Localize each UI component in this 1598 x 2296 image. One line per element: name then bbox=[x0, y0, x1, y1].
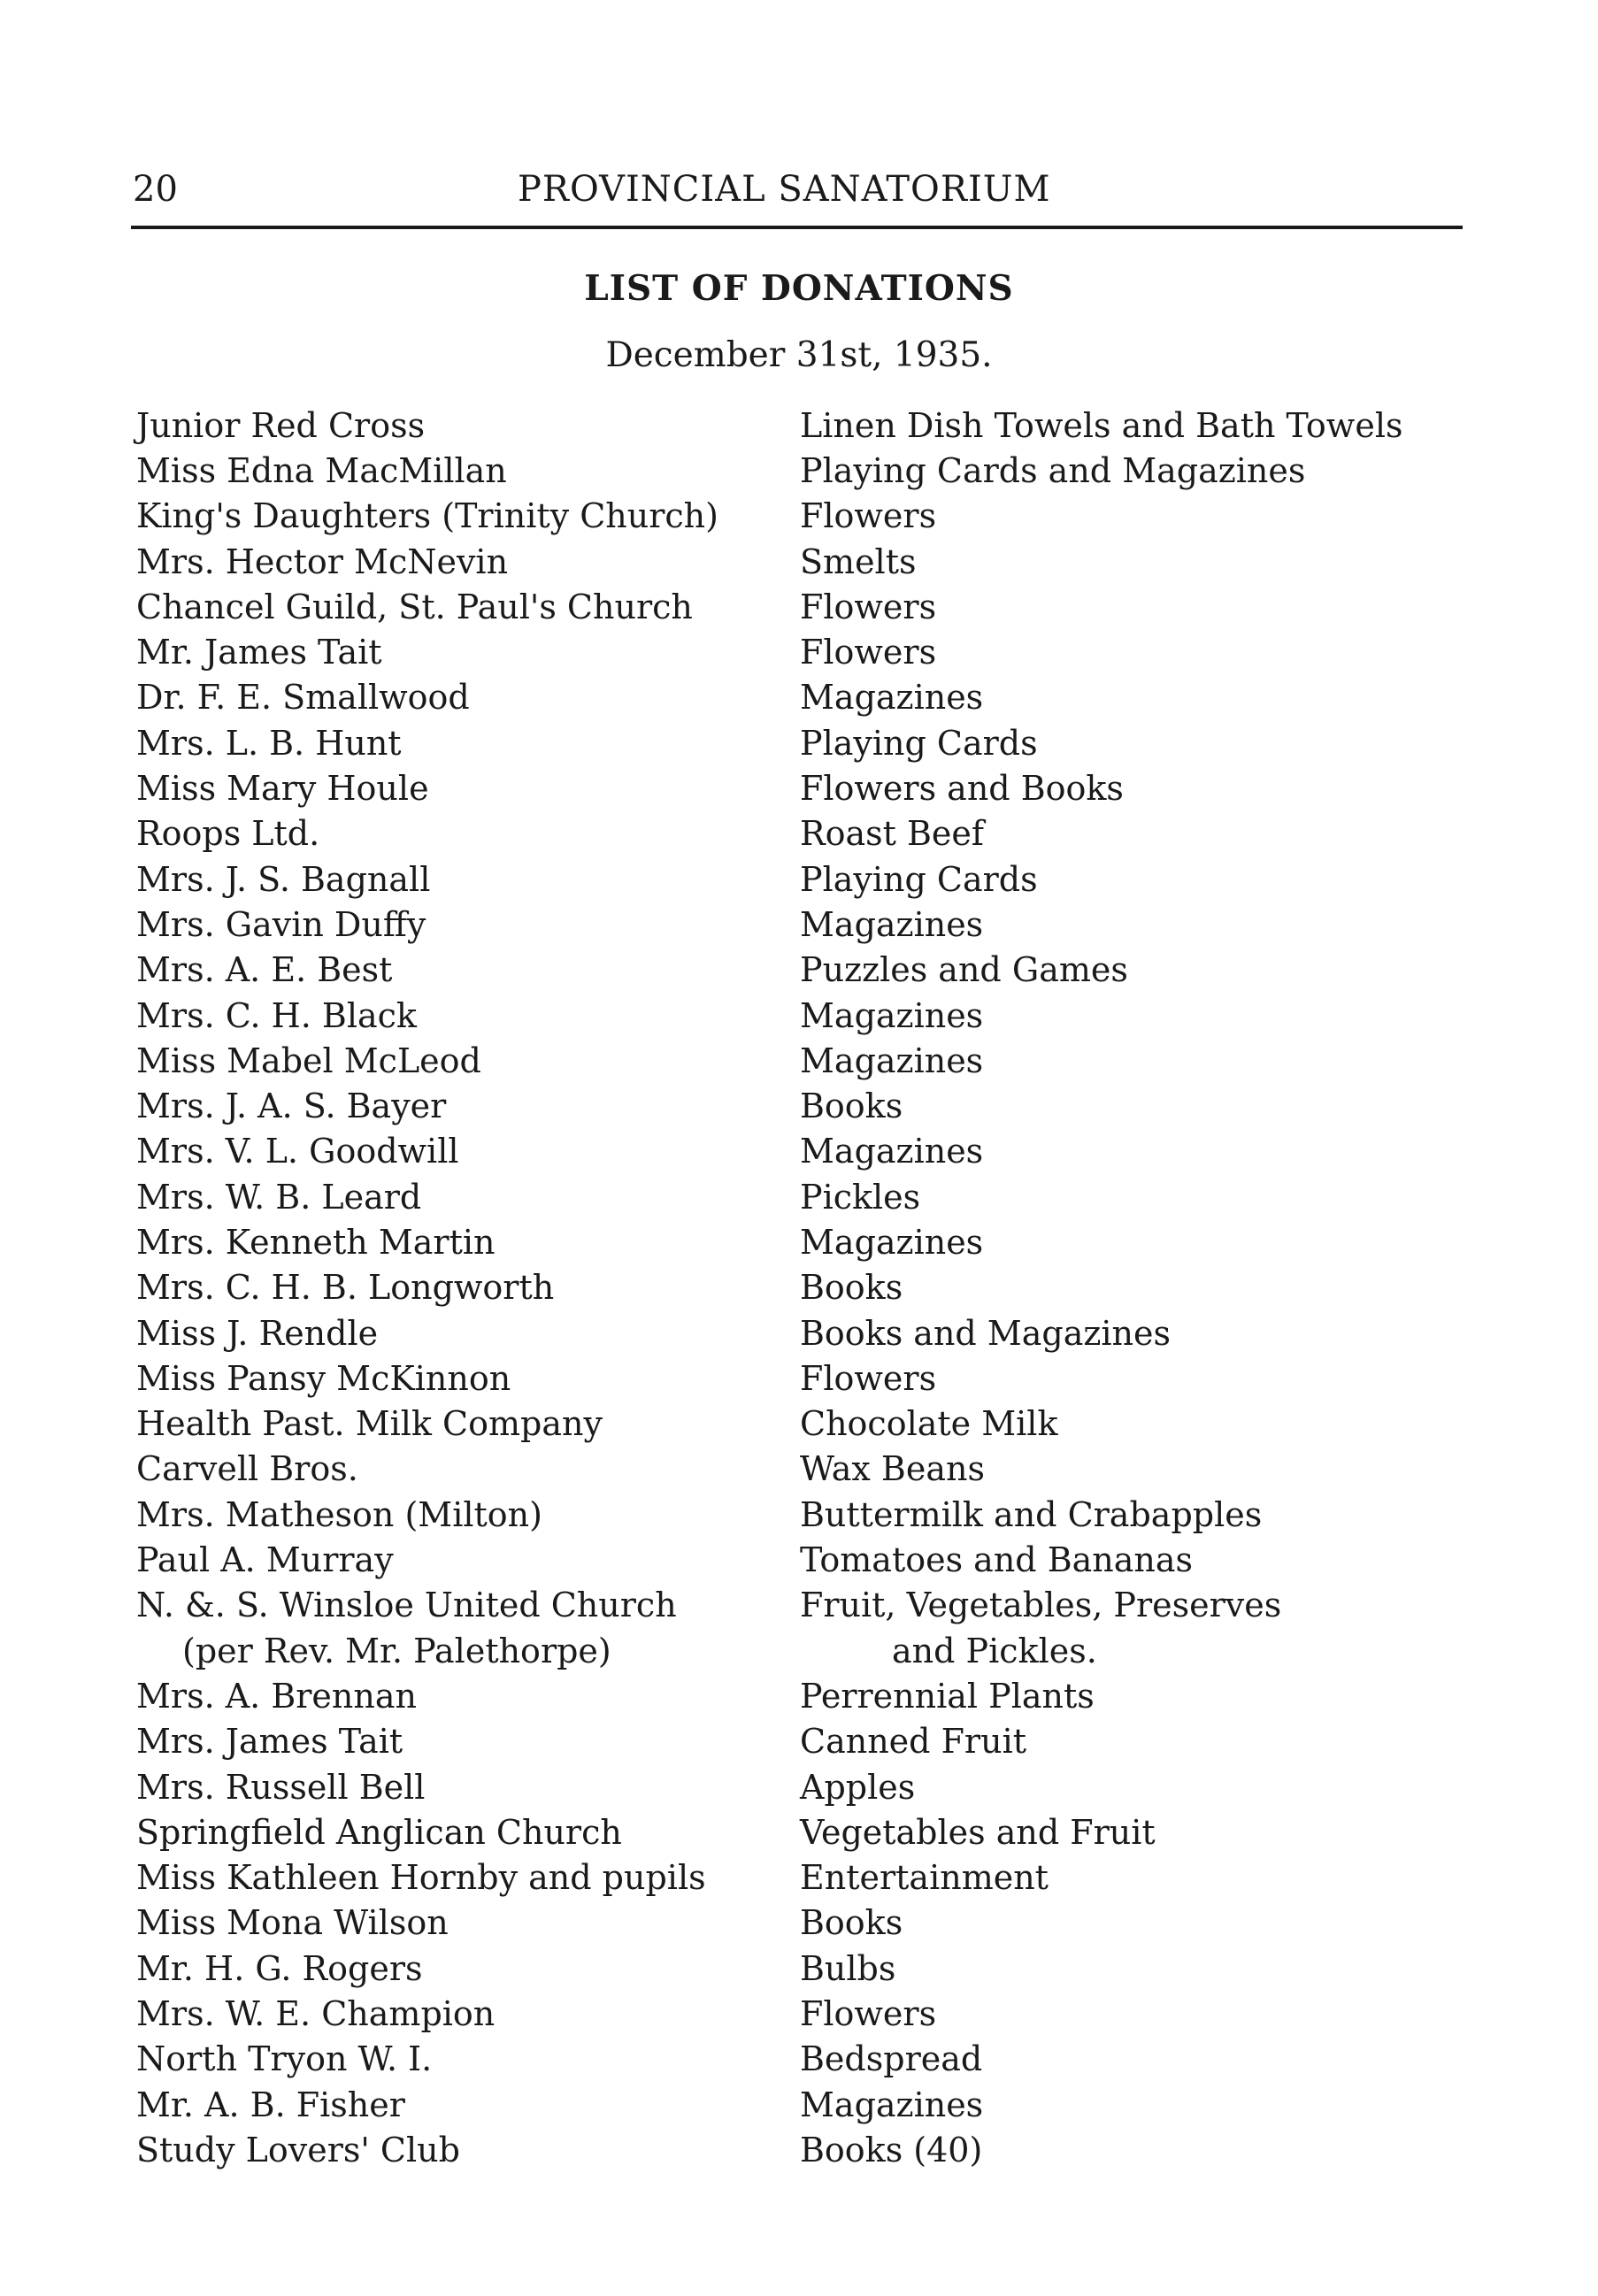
donor-name: Mrs. J. A. S. Bayer bbox=[136, 1087, 447, 1126]
donation-item: Bedspread bbox=[800, 2039, 983, 2079]
donation-row bbox=[136, 948, 1464, 993]
donor-name: Miss Pansy McKinnon bbox=[136, 1358, 511, 1398]
donation-row bbox=[136, 1219, 1464, 1264]
donation-row bbox=[136, 765, 1464, 810]
donor-name: Mr. H. G. Rogers bbox=[136, 1948, 423, 1988]
donation-item: Buttermilk and Crabapples bbox=[800, 1494, 1263, 1534]
donation-item: Playing Cards bbox=[800, 723, 1038, 763]
donation-row bbox=[136, 1537, 1464, 1582]
donation-item: Flowers bbox=[800, 496, 937, 536]
donor-name: Mrs. V. L. Goodwill bbox=[136, 1132, 459, 1171]
donation-item: Entertainment bbox=[800, 1858, 1049, 1898]
donation-row bbox=[136, 1401, 1464, 1447]
donation-row bbox=[136, 1673, 1464, 1718]
donation-row bbox=[136, 1355, 1464, 1401]
donation-item: and Pickles. bbox=[892, 1631, 1097, 1670]
donation-item: Flowers and Books bbox=[800, 769, 1124, 809]
donor-name: Miss Mona Wilson bbox=[136, 1903, 449, 1943]
donation-row bbox=[136, 720, 1464, 765]
donation-row bbox=[136, 993, 1464, 1038]
donation-item: Canned Fruit bbox=[800, 1722, 1026, 1762]
donation-item: Pickles bbox=[800, 1177, 921, 1217]
donation-item: Smelts bbox=[800, 541, 917, 581]
donation-row bbox=[136, 1447, 1464, 1492]
donation-item: Books bbox=[800, 1087, 903, 1126]
donation-row bbox=[136, 1764, 1464, 1809]
donation-item: Bulbs bbox=[800, 1948, 896, 1988]
donation-item: Flowers bbox=[800, 1358, 937, 1398]
donor-name: Paul A. Murray bbox=[136, 1540, 394, 1580]
donation-row bbox=[136, 902, 1464, 947]
donor-name: Mrs. James Tait bbox=[136, 1722, 403, 1762]
donation-item: Flowers bbox=[800, 1994, 937, 2034]
donation-row bbox=[136, 539, 1464, 584]
donation-item: Books bbox=[800, 1268, 903, 1308]
donation-row bbox=[136, 1946, 1464, 1991]
donation-item: Chocolate Milk bbox=[800, 1404, 1058, 1444]
donor-name: Miss Edna MacMillan bbox=[136, 450, 507, 490]
donor-name: Mr. A. B. Fisher bbox=[136, 2085, 405, 2124]
donation-row bbox=[136, 448, 1464, 493]
donation-row bbox=[136, 1083, 1464, 1128]
donor-name: Chancel Guild, St. Paul's Church bbox=[136, 587, 693, 626]
donor-name: Mrs. Russell Bell bbox=[136, 1767, 426, 1807]
donation-item: Tomatoes and Bananas bbox=[800, 1540, 1194, 1580]
donor-name: Mrs. Gavin Duffy bbox=[136, 904, 426, 944]
donation-row bbox=[136, 1310, 1464, 1355]
donation-item: Flowers bbox=[800, 587, 937, 626]
donation-row bbox=[136, 1719, 1464, 1764]
donor-name: Study Lovers' Club bbox=[136, 2130, 460, 2169]
donation-item: Playing Cards and Magazines bbox=[800, 450, 1306, 490]
donor-name: Mrs. Kenneth Martin bbox=[136, 1222, 496, 1262]
donor-name: King's Daughters (Trinity Church) bbox=[136, 496, 718, 536]
donor-name: Mrs. W. E. Champion bbox=[136, 1994, 496, 2034]
donation-row bbox=[136, 494, 1464, 539]
donation-row bbox=[136, 1991, 1464, 2036]
donation-row bbox=[136, 1855, 1464, 1901]
donation-item: Books bbox=[800, 1903, 903, 1943]
donation-item: Wax Beans bbox=[800, 1449, 985, 1489]
donation-row bbox=[136, 856, 1464, 902]
donor-name: Mrs. A. E. Best bbox=[136, 950, 393, 990]
donation-row bbox=[136, 1628, 1464, 1673]
donation-item: Magazines bbox=[800, 1222, 984, 1262]
donation-item: Playing Cards bbox=[800, 859, 1038, 899]
donor-name: Mrs. Matheson (Milton) bbox=[136, 1494, 542, 1534]
donation-item: Linen Dish Towels and Bath Towels bbox=[800, 405, 1403, 445]
donor-name: Mrs. C. H. B. Longworth bbox=[136, 1268, 555, 1308]
donation-row bbox=[136, 2082, 1464, 2127]
donation-item: Books and Magazines bbox=[800, 1313, 1172, 1353]
donor-name: (per Rev. Mr. Palethorpe) bbox=[182, 1631, 611, 1670]
donation-row bbox=[136, 403, 1464, 448]
donation-row bbox=[136, 1129, 1464, 1174]
donor-name: Miss Kathleen Hornby and pupils bbox=[136, 1858, 706, 1898]
donor-name: Mrs. A. Brennan bbox=[136, 1676, 417, 1716]
donation-row bbox=[136, 1265, 1464, 1310]
donation-item: Apples bbox=[800, 1767, 916, 1807]
donation-row bbox=[136, 629, 1464, 674]
donation-row bbox=[136, 2037, 1464, 2082]
donor-name: Health Past. Milk Company bbox=[136, 1404, 603, 1444]
donor-name: Mrs. W. B. Leard bbox=[136, 1177, 422, 1217]
donation-row bbox=[136, 675, 1464, 720]
donor-name: Mr. James Tait bbox=[136, 633, 382, 672]
donation-item: Magazines bbox=[800, 1132, 984, 1171]
donor-name: Mrs. C. H. Black bbox=[136, 995, 417, 1035]
donor-name: Mrs. Hector McNevin bbox=[136, 541, 509, 581]
donor-name: North Tryon W. I. bbox=[136, 2039, 433, 2079]
donation-item: Flowers bbox=[800, 633, 937, 672]
donor-name: Mrs. J. S. Bagnall bbox=[136, 859, 431, 899]
donation-item: Roast Beef bbox=[800, 814, 984, 854]
donation-row bbox=[136, 1901, 1464, 1946]
donation-item: Puzzles and Games bbox=[800, 950, 1128, 990]
donation-item: Magazines bbox=[800, 1040, 984, 1080]
donation-item: Magazines bbox=[800, 678, 984, 718]
donation-row bbox=[136, 1492, 1464, 1537]
donor-name: Springfield Anglican Church bbox=[136, 1812, 622, 1852]
running-title: PROVINCIAL SANATORIUM bbox=[518, 169, 1051, 210]
donor-name: Junior Red Cross bbox=[136, 405, 426, 445]
donation-row bbox=[136, 1583, 1464, 1628]
donor-name: Mrs. L. B. Hunt bbox=[136, 723, 402, 763]
header-rule bbox=[131, 226, 1463, 229]
section-date: December 31st, 1935. bbox=[605, 335, 993, 375]
donation-row bbox=[136, 811, 1464, 856]
donation-row bbox=[136, 1038, 1464, 1083]
donation-item: Magazines bbox=[800, 995, 984, 1035]
donation-item: Vegetables and Fruit bbox=[800, 1812, 1156, 1852]
donor-name: Miss Mabel McLeod bbox=[136, 1040, 481, 1080]
donation-row bbox=[136, 2127, 1464, 2172]
donation-item: Magazines bbox=[800, 2085, 984, 2124]
donor-name: Miss Mary Houle bbox=[136, 769, 429, 809]
donation-item: Perrennial Plants bbox=[800, 1676, 1095, 1716]
donor-name: Dr. F. E. Smallwood bbox=[136, 678, 470, 718]
donor-name: Carvell Bros. bbox=[136, 1449, 358, 1489]
page-number: 20 bbox=[133, 169, 178, 210]
donation-row bbox=[136, 1809, 1464, 1854]
donation-item: Fruit, Vegetables, Preserves bbox=[800, 1586, 1282, 1625]
donation-item: Magazines bbox=[800, 904, 984, 944]
donation-row bbox=[136, 584, 1464, 629]
section-title: LIST OF DONATIONS bbox=[584, 268, 1014, 309]
donation-list bbox=[136, 403, 1464, 2173]
donation-row bbox=[136, 1174, 1464, 1219]
donation-item: Books (40) bbox=[800, 2130, 983, 2169]
donor-name: Roops Ltd. bbox=[136, 814, 320, 854]
donor-name: Miss J. Rendle bbox=[136, 1313, 379, 1353]
donor-name: N. &. S. Winsloe United Church bbox=[136, 1586, 677, 1625]
